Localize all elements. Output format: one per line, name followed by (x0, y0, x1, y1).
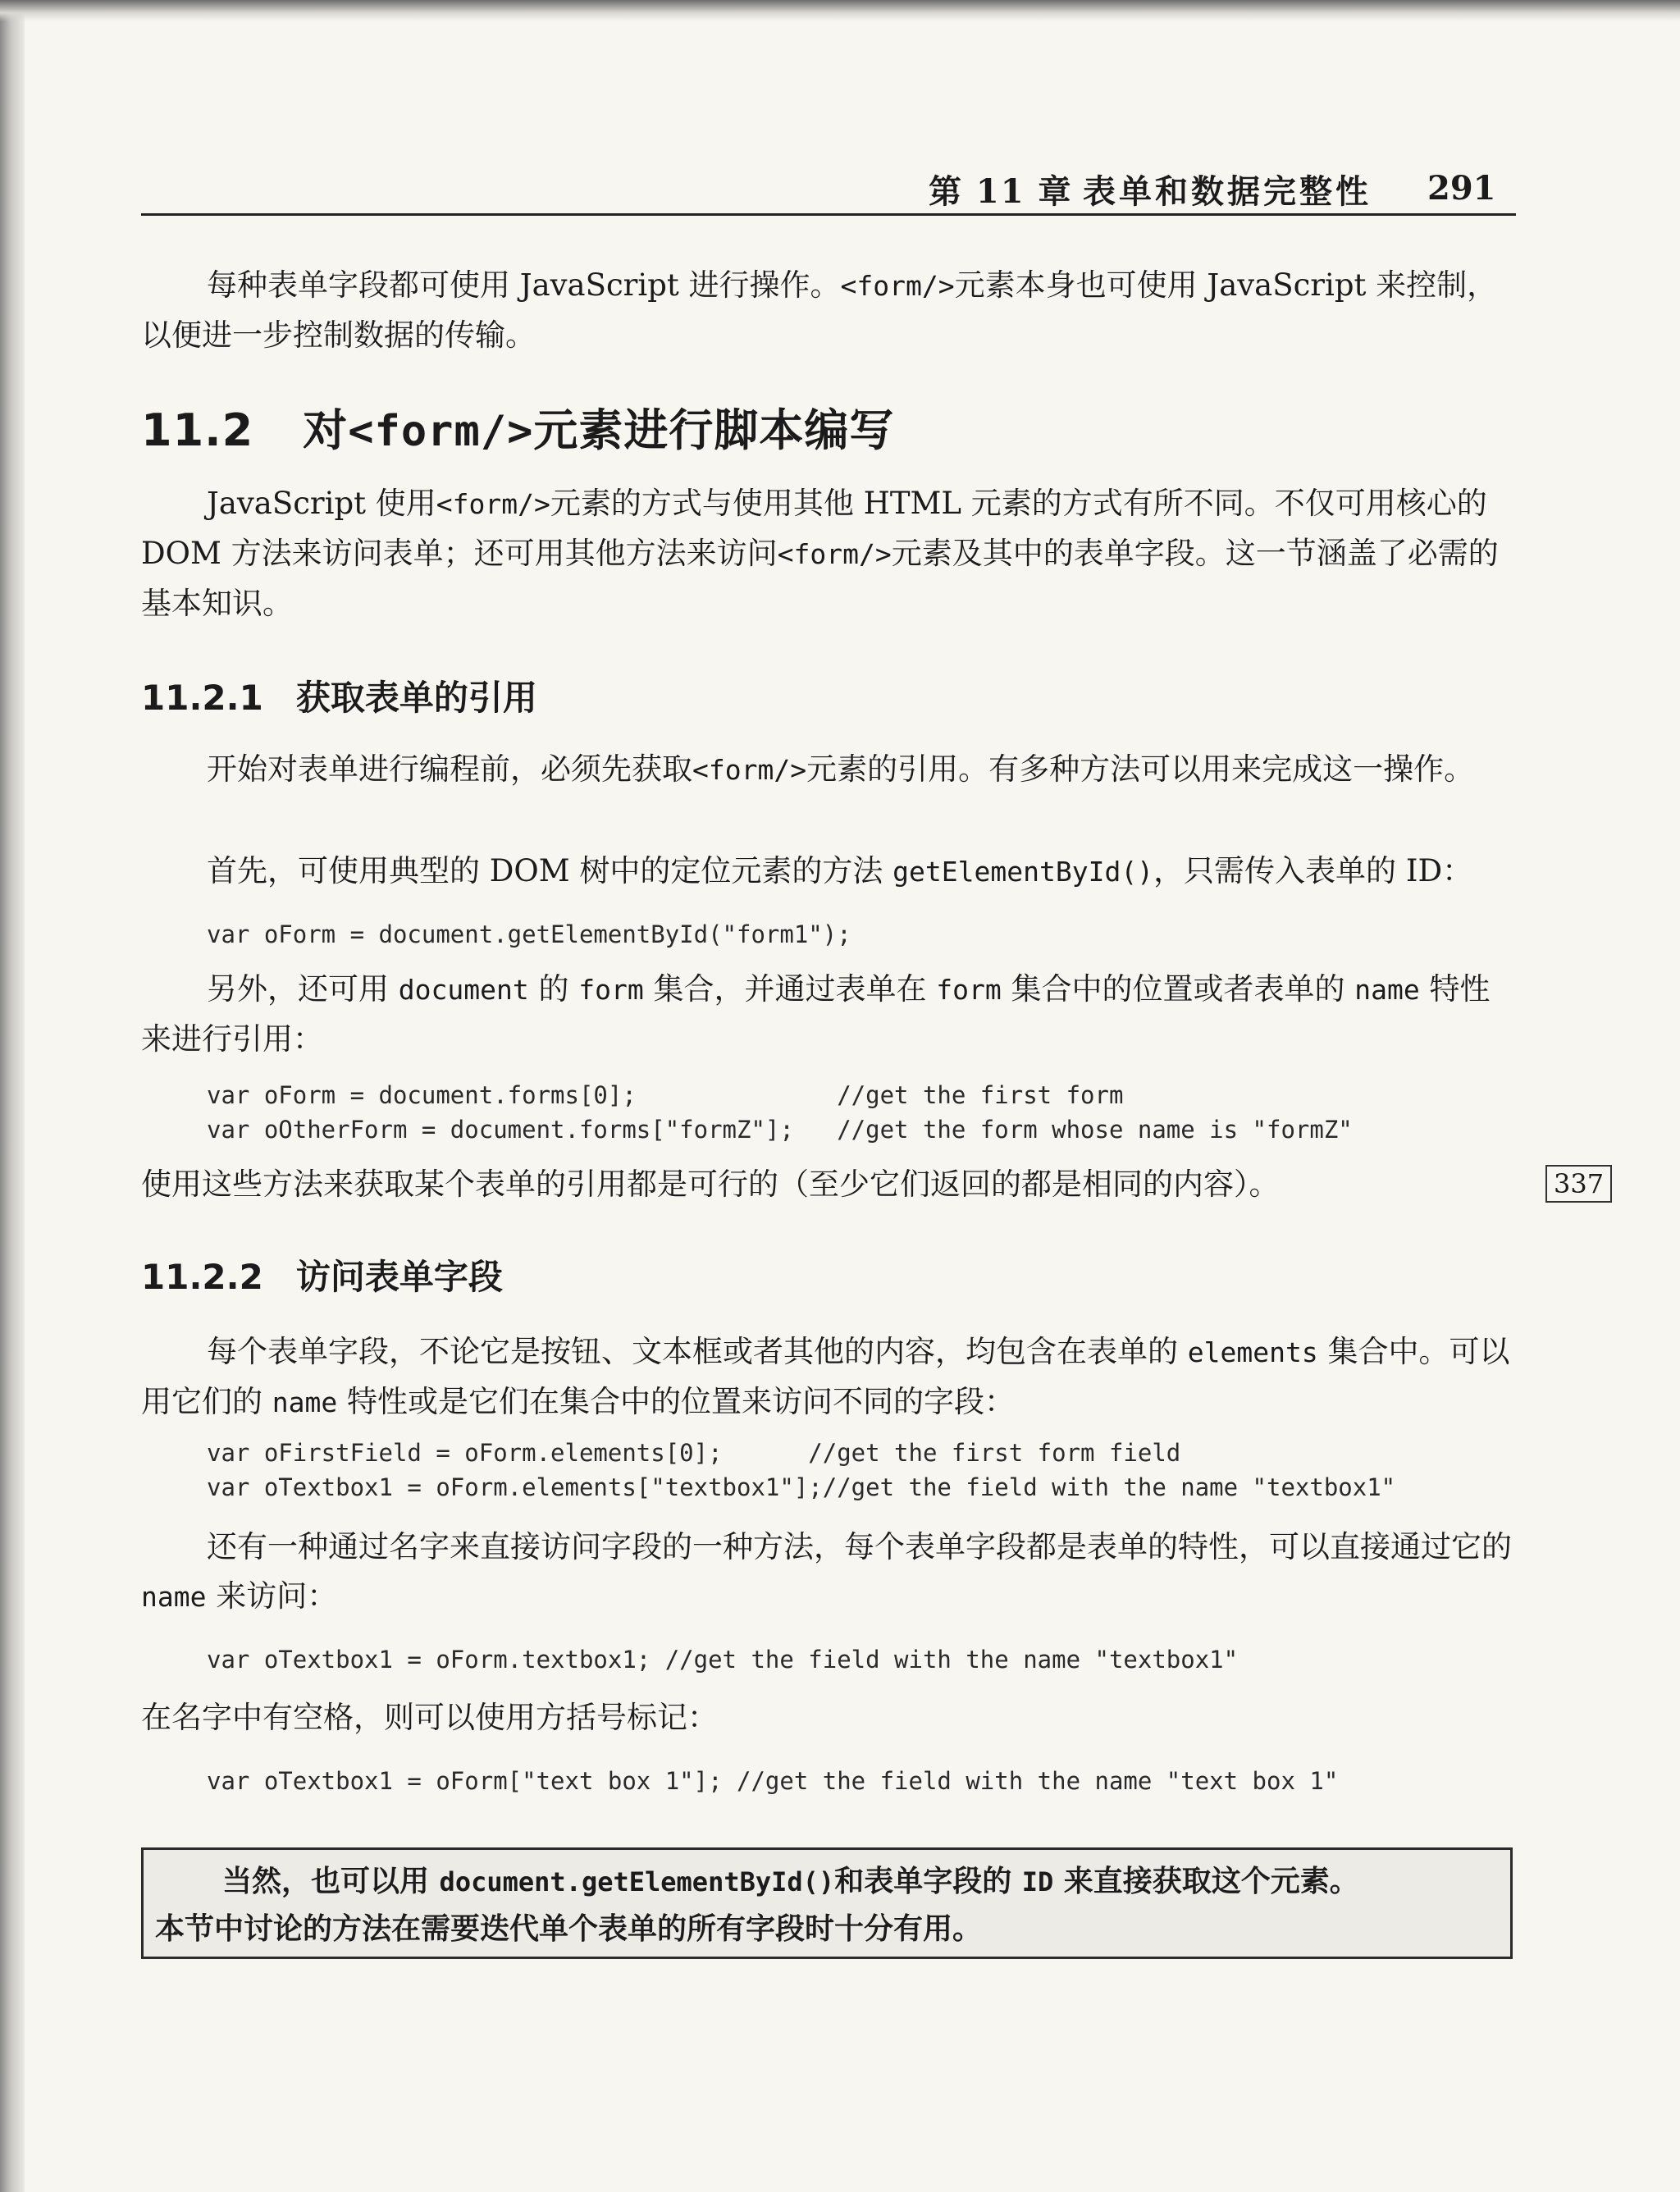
note-line-1: 当然，也可以用 document.getElementById()和表单字段的 ID 来直接获取这个元素。 (222, 1865, 1359, 1898)
subsection-title: 访问表单字段 (295, 1257, 503, 1297)
sub2-paragraph-3: 在名字中有空格，则可以使用方括号标记： (141, 1700, 718, 1735)
running-header (141, 162, 1516, 216)
subsection-title: 获取表单的引用 (295, 678, 537, 718)
sub2-paragraph-2: 还有一种通过名字来直接访问字段的一种方法，每个表单字段都是表单的特性，可以直接通过它的 name 来访问： (141, 1529, 1512, 1614)
code-block-1: var oForm = document.getElementById("form1"); (207, 920, 851, 948)
code-block-2: var oForm = document.forms[0]; //get the first form var oOtherForm = document.forms["formZ"]; //get the form whose name is "formZ" (207, 1081, 1353, 1144)
section-paragraph: JavaScript 使用<form/>元素的方式与使用其他 HTML 元素的方式有所不同。不仅可用核心的 DOM 方法来访问表单；还可用其他方法来访问<form/>元素及其中的表单字段。这一节涵盖了必需的基本知识。 (141, 486, 1499, 621)
note-box (141, 1847, 1513, 1959)
code-block-3: var oFirstField = oForm.elements[0]; //get the first form field var oTextbox1 = oForm.elements["textbox1"];//get the field with the name "textbox1" (207, 1439, 1396, 1501)
subsection-number: 11.2.1 (141, 678, 263, 718)
book-spine-shadow (0, 0, 25, 2192)
code-block-5: var oTextbox1 = oForm["text box 1"]; //get the field with the name "text box 1" (207, 1767, 1339, 1795)
code-block-4: var oTextbox1 = oForm.textbox1; //get the field with the name "textbox1" (207, 1646, 1239, 1674)
sub1-paragraph-4: 使用这些方法来获取某个表单的引用都是可行的（至少它们返回的都是相同的内容）。 (141, 1167, 1280, 1202)
header-chapter: 第 11 章 (929, 172, 1073, 211)
sub2-paragraph-1: 每个表单字段，不论它是按钮、文本框或者其他的内容，均包含在表单的 elements 集合中。可以用它们的 name 特性或是它们在集合中的位置来访问不同的字段： (141, 1334, 1510, 1419)
subsection-number: 11.2.2 (141, 1257, 263, 1297)
intro-paragraph: 每种表单字段都可使用 JavaScript 进行操作。<form/>元素本身也可使用 JavaScript 来控制，以便进一步控制数据的传输。 (141, 267, 1498, 353)
note-line-2: 本节中讨论的方法在需要迭代单个表单的所有字段时十分有用。 (155, 1912, 983, 1946)
sub1-paragraph-2: 首先，可使用典型的 DOM 树中的定位元素的方法 getElementById()，只需传入表单的 ID： (207, 853, 1473, 888)
section-number: 11.2 (141, 404, 254, 456)
section-heading: 11.2 对<form/>元素进行脚本编写 (141, 404, 895, 456)
page-top-shadow (0, 0, 1680, 21)
page-number: 291 (1427, 169, 1496, 208)
sub1-paragraph-1: 开始对表单进行编程前，必须先获取<form/>元素的引用。有多种方法可以用来完成这一操作。 (207, 751, 1475, 787)
subsection-heading-11-2-1 (141, 671, 537, 720)
subsection-heading-11-2-2 (141, 1250, 503, 1299)
header-title: 表单和数据完整性 (1083, 172, 1372, 211)
sub1-paragraph-3: 另外，还可用 document 的 form 集合，并通过表单在 form 集合中的位置或者表单的 name 特性来进行引用： (141, 971, 1491, 1057)
original-page-marker: 337 (1545, 1165, 1612, 1203)
